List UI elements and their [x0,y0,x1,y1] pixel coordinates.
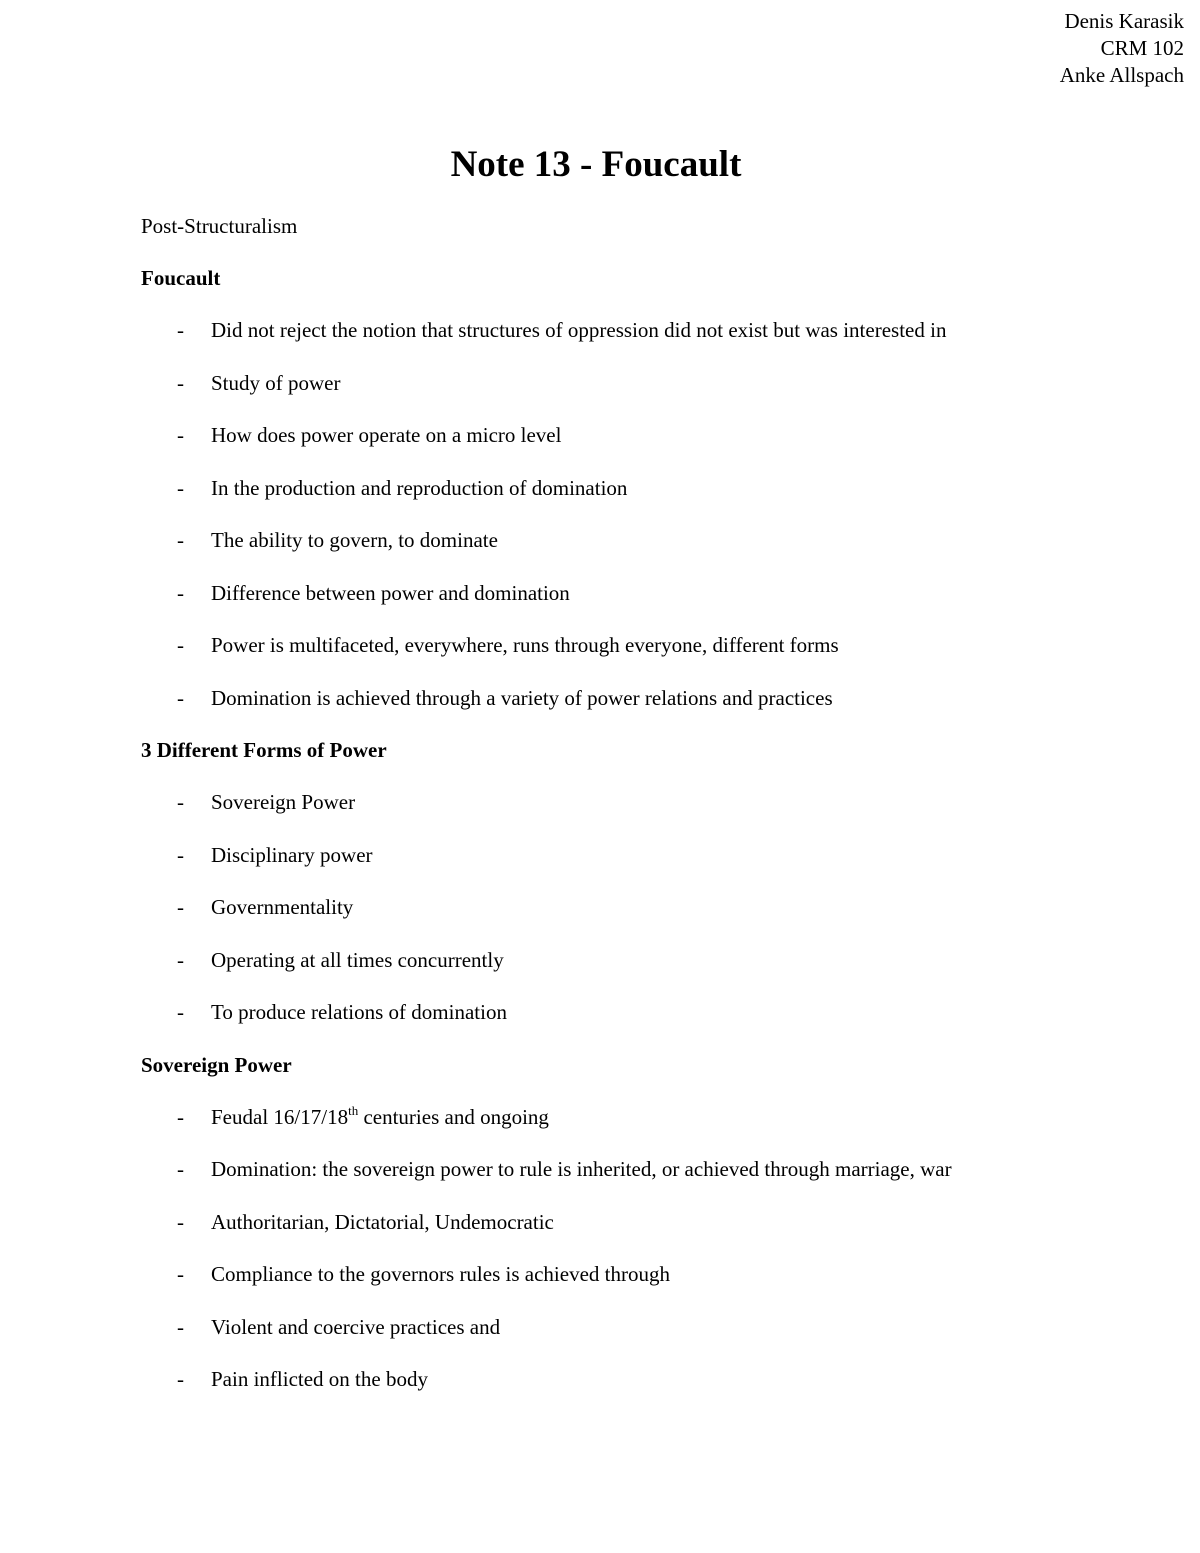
list-item [141,473,1181,526]
bullet-dash: - [177,1157,184,1181]
section-heading-sovereign-power: Sovereign Power [141,1052,292,1077]
bullet-dash: - [177,1367,184,1391]
instructor-name: Anke Allspach [1059,63,1184,87]
list-item-text: Study of power [211,370,341,395]
intro-line: Post-Structuralism [141,214,298,238]
course-code: CRM 102 [1100,36,1184,60]
bullet-dash: - [177,475,184,500]
bullet-dash: - [177,895,184,919]
list-item [141,368,1181,421]
bullet-list-foucault [141,315,1181,735]
bullet-dash: - [177,1262,184,1286]
list-item-text: The ability to govern, to dominate [211,528,498,552]
list-item [141,840,1181,893]
list-item-text: Domination is achieved through a variety of power relations and practices [211,685,833,710]
bullet-dash: - [177,370,184,395]
list-item-text: Disciplinary power [211,842,373,867]
list-item-text: Sovereign Power [211,790,356,814]
bullet-dash: - [177,633,184,657]
feudal-text-after: centuries and ongoing [358,1104,549,1129]
list-item-text: Violent and coercive practices and [211,1314,501,1339]
list-item [141,315,1181,368]
list-item [141,1364,1181,1417]
list-item-text: Pain inflicted on the body [211,1367,428,1391]
list-item [141,1259,1181,1312]
list-item-text: Difference between power and domination [211,580,570,605]
author-header [1060,8,1184,89]
ordinal-superscript: th [348,1102,359,1118]
author-name: Denis Karasik [1064,9,1184,33]
bullet-dash: - [177,842,184,867]
bullet-dash: - [177,947,184,972]
document-body [141,211,1181,1417]
bullet-dash: - [177,790,184,814]
bullet-dash: - [177,685,184,710]
section-heading-foucault: Foucault [141,266,221,290]
section-heading-forms-of-power: 3 Different Forms of Power [141,738,387,762]
bullet-dash: - [177,528,184,552]
list-item-text: Compliance to the governors rules is achieved through [211,1262,670,1286]
bullet-dash: - [177,580,184,605]
list-item [141,997,1181,1050]
list-item-text: Domination: the sovereign power to rule is inherited, or achieved through marriage, war [211,1157,952,1181]
bullet-dash: - [177,1314,184,1339]
bullet-dash: - [177,1209,184,1234]
list-item [141,1102,1181,1155]
bullet-list-forms-of-power [141,787,1181,1050]
list-item [141,1207,1181,1260]
list-item [141,945,1181,998]
bullet-dash: - [177,423,184,447]
bullet-dash: - [177,1104,184,1129]
list-item [141,787,1181,840]
list-item-text: To produce relations of domination [211,1000,507,1024]
list-item [141,683,1181,736]
list-item [141,420,1181,473]
list-item [141,578,1181,631]
bullet-list-sovereign-power [141,1102,1181,1417]
list-item-text: Governmentality [211,895,354,919]
feudal-text-before: Feudal 16/17/18 [211,1104,349,1129]
list-item-text: How does power operate on a micro level [211,423,562,447]
list-item-text: Did not reject the notion that structures of oppression did not exist but was interested in [211,318,947,342]
list-item [141,630,1181,683]
list-item [141,892,1181,945]
list-item-text: Power is multifaceted, everywhere, runs through everyone, different forms [211,633,839,657]
list-item [141,1312,1181,1365]
list-item [141,525,1181,578]
list-item [141,1154,1181,1207]
bullet-dash: - [177,318,184,342]
list-item-text: Authoritarian, Dictatorial, Undemocratic [211,1209,554,1234]
list-item-text [211,1102,549,1129]
list-item-text: Operating at all times concurrently [211,947,504,972]
bullet-dash: - [177,1000,184,1024]
document-title: Note 13 - Foucault [450,144,742,185]
list-item-text: In the production and reproduction of domination [211,475,628,500]
